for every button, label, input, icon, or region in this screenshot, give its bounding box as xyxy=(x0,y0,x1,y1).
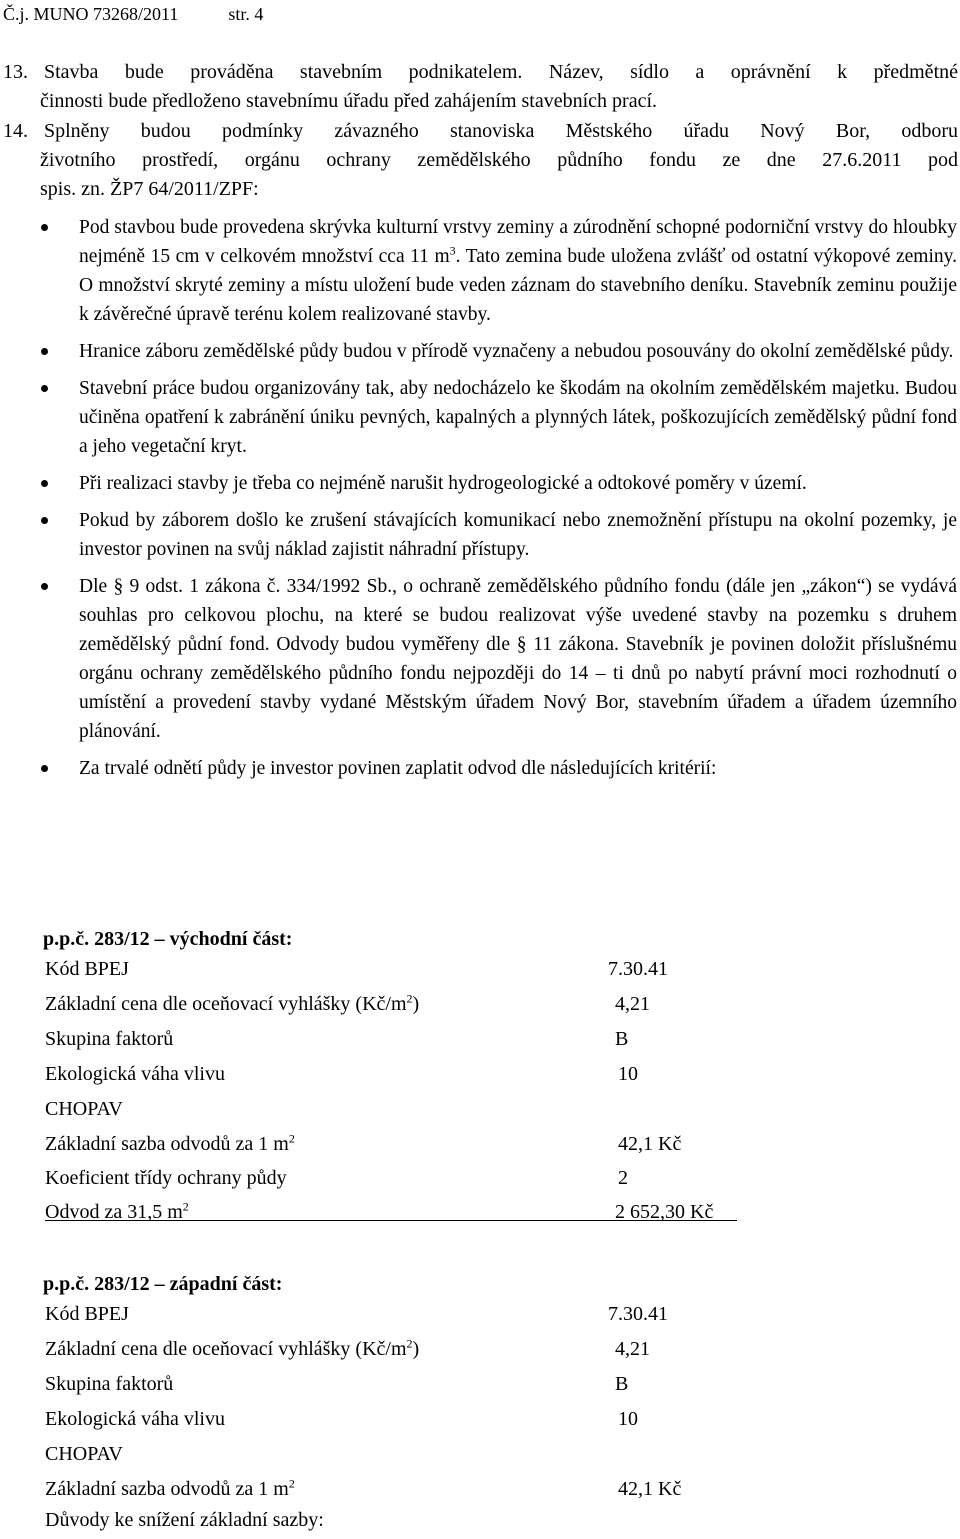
west-row-reduction-reasons: Důvody ke snížení základní sazby: xyxy=(45,1509,324,1531)
page-header xyxy=(3,4,263,25)
east-row-base-rate: Základní sazba odvodů za 1 $m^2$ 42,1 Kč xyxy=(45,1131,682,1155)
list-item: Při realizaci stavby je třeba co nejméně narušit hydrogeologické a odtokové poměry v území. xyxy=(0,469,960,498)
condition-13: 13. Stavba bude prováděna stavebním podnikatelem. Název, sídlo a oprávnění k předmětné činnosti bude předloženo stavebnímu úřadu před zahájením stavebních prací. xyxy=(3,61,958,112)
west-row-ecological-weight: Ekologická váha vlivu 10 xyxy=(45,1408,638,1430)
east-row-factor-group: Skupina faktorů B xyxy=(45,1028,629,1050)
east-row-coefficient: Koeficient třídy ochrany půdy 2 xyxy=(45,1167,628,1189)
list-item: Hranice záboru zemědělské půdy budou v přírodě vyznačeny a nebudou posouvány do okolní zemědělské půdy. xyxy=(0,337,960,366)
east-row-base-price: Základní cena dle oceňovací vyhlášky $(Kč/m^2)$ 4,21 xyxy=(45,991,650,1015)
condition-14: 14. Splněny budou podmínky závazného stanoviska Městského úřadu Nový Bor, odboru životního prostředí, orgánu ochrany zemědělského půdního fondu ze dne 27.6.2011 pod spis. zn. ŽP7 64/2011/ZPF: xyxy=(3,120,958,200)
east-row-levy: Odvod za 31,5 $m^2$ 2 652,30 Kč xyxy=(45,1199,714,1223)
reference-number: Č.j. MUNO 73268/2011 xyxy=(3,4,179,24)
west-row-factor-group: Skupina faktorů B xyxy=(45,1373,629,1395)
levy-underline xyxy=(45,1220,737,1221)
west-row-base-price: Základní cena dle oceňovací vyhlášky $(Kč/m^2)$ 4,21 xyxy=(45,1336,650,1360)
east-row-ecological-weight: Ekologická váha vlivu 10 xyxy=(45,1063,638,1085)
list-item: Za trvalé odnětí půdy je investor povinen zaplatit odvod dle následujících kritérií: xyxy=(0,754,960,783)
list-item: Pokud by záborem došlo ke zrušení stávajících komunikací nebo znemožnění přístupu na okolní pozemky, je investor povinen na svůj náklad zajistit náhradní přístupy. xyxy=(0,506,960,564)
list-item: Stavební práce budou organizovány tak, aby nedocházelo ke škodám na okolním zemědělském majetku. Budou učiněna opatření k zabránění úniku pevných, kapalných a plynných látek, poškozujících zemědělský půdní fond a jeho vegetační kryt. xyxy=(0,374,960,461)
east-row-chopav: CHOPAV xyxy=(45,1098,123,1120)
east-section-title: p.p.č. 283/12 – východní část: xyxy=(43,928,293,950)
west-section-title: p.p.č. 283/12 – západní část: xyxy=(43,1273,283,1295)
conditions-list xyxy=(0,213,960,791)
west-row-chopav: CHOPAV xyxy=(45,1443,123,1465)
list-item: Pod stavbou bude provedena skrývka kulturní vrstvy zeminy a zúrodnění schopné podorniční vrstvy do hloubky nejméně 15 cm v celkovém množství cca 11 $m^3$. Tato zemina bude uložena zvlášť od ostatní výkopové zeminy. O množství skryté zeminy a místu uložení bude veden záznam do stavebního deníku. Stavebník zeminu použije k závěrečné úpravě terénu kolem realizované stavby. xyxy=(0,213,960,329)
page-number: str. 4 xyxy=(228,4,264,24)
east-row-bpej: Kód BPEJ 7.30.41 xyxy=(45,958,668,980)
west-row-bpej: Kód BPEJ 7.30.41 xyxy=(45,1303,668,1325)
list-item: Dle § 9 odst. 1 zákona č. 334/1992 Sb., o ochraně zemědělského půdního fondu (dále jen „zákon“) se vydává souhlas pro celkovou plochu, na které se budou realizovat výše uvedené stavby na pozemku s druhem zemědělský půdní fond. Odvody budou vyměřeny dle § 11 zákona. Stavebník je povinen doložit příslušnému orgánu ochrany zemědělského půdního fondu nejpozději do 14 – ti dnů po nabytí právní moci rozhodnutí o umístění a provedení stavby vydané Městským úřadem Nový Bor, stavebním úřadem a úřadem územního plánování. xyxy=(0,572,960,746)
west-row-base-rate: Základní sazba odvodů za 1 $m^2$ 42,1 Kč xyxy=(45,1476,682,1500)
